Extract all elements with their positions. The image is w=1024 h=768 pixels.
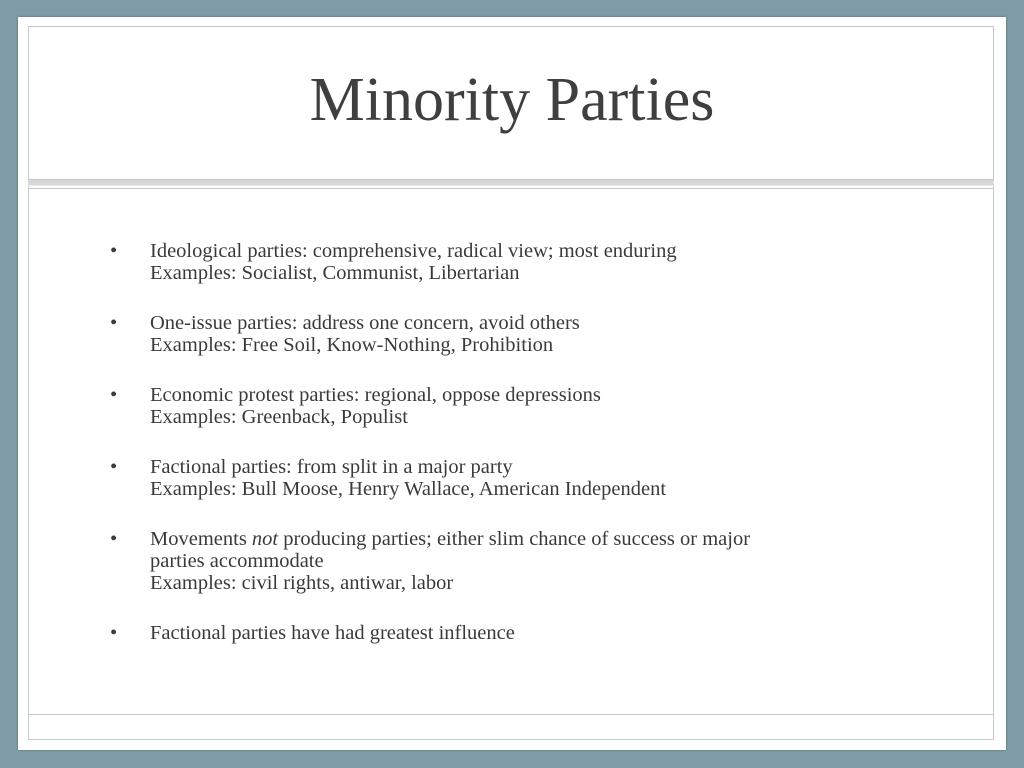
bullet-item [110, 384, 910, 428]
bullet-line: Factional parties have had greatest influence [150, 622, 515, 644]
title-divider-bar [28, 179, 994, 186]
bullet-dot: • [110, 312, 118, 334]
bullet-examples: Examples: Bull Moose, Henry Wallace, American Independent [150, 478, 667, 500]
bullet-item [110, 240, 910, 284]
bullet-line: Economic protest parties: regional, oppose depressions [150, 384, 601, 406]
footer-divider-line [28, 714, 994, 715]
bullet-item [110, 456, 910, 500]
slide-title: Minority Parties [309, 66, 715, 134]
bullet-line: Factional parties: from split in a major party [150, 456, 513, 478]
bullet-item [110, 528, 910, 594]
bullet-dot: • [110, 528, 118, 550]
slide [18, 17, 1006, 750]
bullet-list [110, 240, 910, 672]
bullet-item [110, 312, 910, 356]
bullet-line-continuation: parties accommodate [150, 550, 324, 572]
bullet-line: One-issue parties: address one concern, avoid others [150, 312, 580, 334]
bullet-line: Ideological parties: comprehensive, radical view; most enduring [150, 240, 677, 262]
bullet-dot: • [110, 384, 118, 406]
bullet-item [110, 622, 910, 644]
bullet-text-post: producing parties; either slim chance of success or major [278, 528, 751, 550]
bullet-text-pre: Movements [150, 528, 252, 550]
bullet-line [150, 528, 910, 550]
title-divider-line [28, 188, 994, 189]
bullet-examples: Examples: civil rights, antiwar, labor [150, 572, 454, 594]
bullet-examples: Examples: Socialist, Communist, Libertarian [150, 262, 520, 284]
bullet-dot: • [110, 240, 118, 262]
bullet-examples: Examples: Greenback, Populist [150, 406, 408, 428]
bullet-text-emphasis: not [251, 528, 279, 550]
bullet-examples: Examples: Free Soil, Know-Nothing, Prohibition [150, 334, 554, 356]
bullet-dot: • [110, 622, 118, 644]
bullet-dot: • [110, 456, 118, 478]
